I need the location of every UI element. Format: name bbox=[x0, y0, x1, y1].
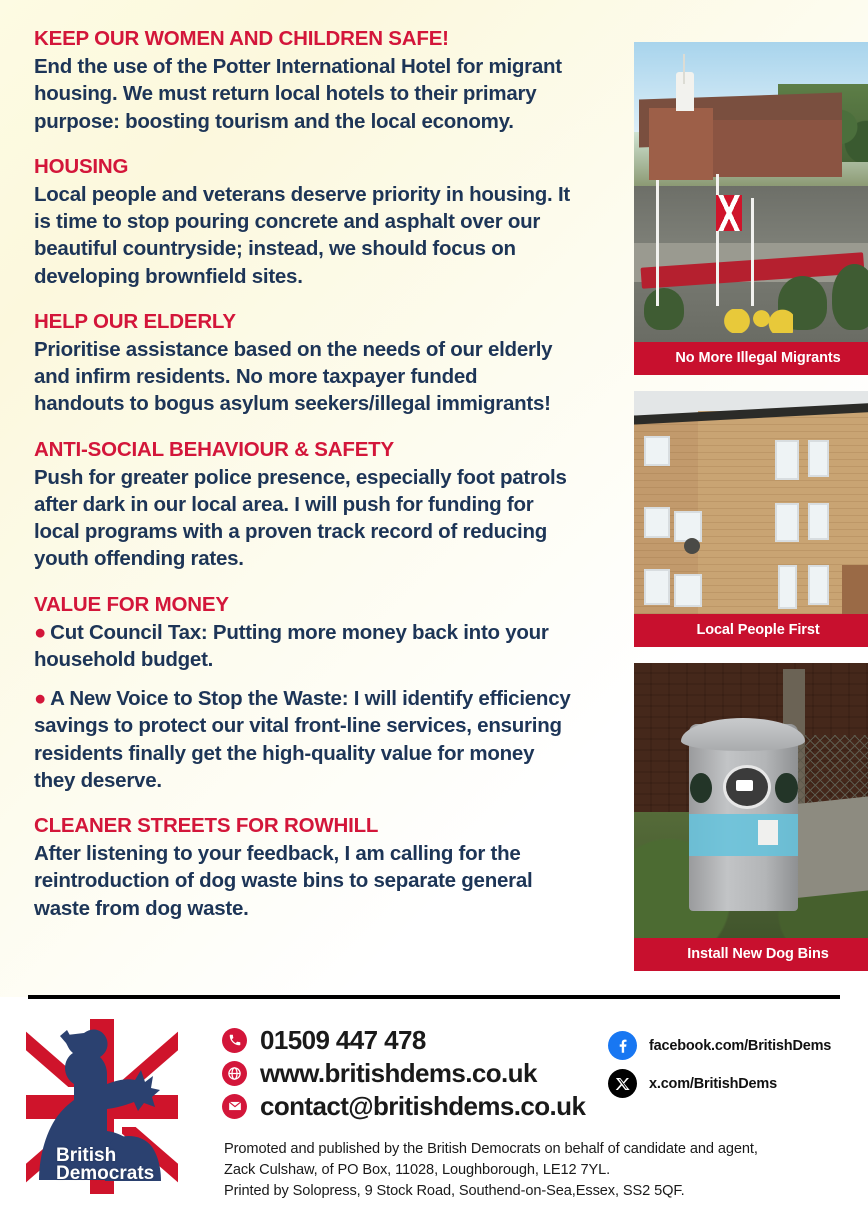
photo-caption: Local People First bbox=[634, 614, 868, 647]
photo-caption: No More Illegal Migrants bbox=[634, 342, 868, 375]
figure-dog-waste-bin bbox=[634, 663, 868, 971]
window bbox=[644, 569, 670, 604]
logo-wordmark bbox=[56, 1144, 176, 1185]
section-heading: ANTI-SOCIAL BEHAVIOUR & SAFETY bbox=[34, 437, 394, 461]
flower-bed bbox=[723, 309, 792, 333]
photo-brick-flats bbox=[634, 391, 868, 614]
section-housing bbox=[34, 154, 572, 290]
window bbox=[644, 507, 670, 538]
flag-pole bbox=[716, 174, 719, 306]
bullet-item bbox=[34, 685, 572, 794]
bullet-marker-icon: ● bbox=[34, 620, 47, 644]
window bbox=[674, 511, 703, 542]
footer-divider bbox=[28, 995, 840, 999]
bullet-text: Cut Council Tax: Putting more money back into your household budget. bbox=[34, 620, 549, 671]
contact-phone[interactable] bbox=[222, 1027, 585, 1053]
section-heading: CLEANER STREETS FOR ROWHILL bbox=[34, 814, 379, 837]
photo-column bbox=[590, 26, 868, 997]
british-democrats-logo bbox=[26, 1019, 178, 1194]
section-keep-our-women-and-children-safe bbox=[34, 26, 572, 135]
globe-icon bbox=[222, 1061, 247, 1086]
imprint-line-3: Printed by Solopress, 9 Stock Road, Southend-on-Sea,Essex, SS2 5QF. bbox=[224, 1183, 685, 1200]
hotel-block-right bbox=[713, 120, 842, 177]
logo-line-1: British bbox=[56, 1144, 117, 1166]
x-handle: x.com/BritishDems bbox=[649, 1075, 777, 1092]
photo-caption: Install New Dog Bins bbox=[634, 938, 868, 971]
window bbox=[808, 440, 829, 477]
window bbox=[808, 503, 829, 540]
bin-label-patch bbox=[758, 820, 778, 845]
phone-icon bbox=[222, 1028, 247, 1053]
section-paragraph: Local people and veterans deserve priority in housing. It is time to stop pouring concrete and asphalt over our beautiful countryside; instead, we should focus on developing brownfield sites. bbox=[34, 182, 570, 288]
adjacent-roof bbox=[842, 565, 868, 614]
social-links bbox=[608, 1031, 831, 1098]
union-jack-flag-icon bbox=[716, 195, 742, 231]
section-paragraph: End the use of the Potter International Hotel for migrant housing. We must return local hotels to their primary purpose: boosting tourism and the local economy. bbox=[34, 55, 562, 133]
bullet-text: A New Voice to Stop the Waste: I will identify efficiency savings to protect our vital front-line services, ensuring residents finally get the high-quality value for money they deserve. bbox=[34, 687, 571, 792]
section-cleaner-streets-for-rowhill bbox=[34, 813, 572, 922]
hotel-spire bbox=[683, 54, 685, 84]
x-twitter-icon bbox=[608, 1069, 637, 1098]
figure-local-flats bbox=[634, 391, 868, 647]
imprint-text bbox=[224, 1139, 854, 1202]
section-heading: HELP OUR ELDERLY bbox=[34, 309, 236, 333]
section-help-our-elderly bbox=[34, 309, 572, 418]
website-url: www.britishdems.co.uk bbox=[260, 1058, 537, 1088]
bin-blue-band bbox=[689, 814, 798, 855]
section-heading: KEEP OUR WOMEN AND CHILDREN SAFE! bbox=[34, 27, 449, 50]
shrub bbox=[644, 288, 684, 330]
social-x-twitter[interactable] bbox=[608, 1069, 831, 1098]
shrub bbox=[832, 264, 868, 330]
phone-number: 01509 447 478 bbox=[260, 1025, 426, 1055]
bin-aperture-right bbox=[775, 773, 797, 803]
logo-line-2: Democrats bbox=[56, 1163, 155, 1185]
email-address: contact@britishdems.co.uk bbox=[260, 1091, 586, 1121]
dog-silhouette-icon bbox=[736, 780, 753, 791]
flag-pole bbox=[751, 198, 754, 306]
section-anti-social-behaviour-and-safety bbox=[34, 437, 572, 573]
section-value-for-money bbox=[34, 592, 572, 795]
bullet-marker-icon: ● bbox=[34, 687, 47, 710]
contact-details bbox=[222, 1027, 585, 1119]
section-heading: HOUSING bbox=[34, 154, 129, 178]
section-paragraph: Push for greater police presence, especially foot patrols after dark in our local area. I will push for funding for local programs with a proven track record of reducing youth offending rates. bbox=[34, 465, 567, 571]
photo-potter-international-hotel bbox=[634, 42, 868, 342]
window bbox=[775, 503, 799, 543]
hotel-block-left bbox=[649, 108, 713, 180]
imprint-line-1: Promoted and published by the British Democrats on behalf of candidate and agent, bbox=[224, 1141, 758, 1157]
envelope-icon bbox=[222, 1094, 247, 1119]
window bbox=[808, 565, 829, 605]
window bbox=[775, 440, 799, 480]
window bbox=[778, 565, 797, 609]
section-paragraph: After listening to your feedback, I am calling for the reintroduction of dog waste bins to separate general waste from dog waste. bbox=[34, 842, 533, 920]
satellite-dish-icon bbox=[684, 538, 700, 554]
flag-pole bbox=[656, 180, 659, 306]
window bbox=[644, 436, 670, 467]
footer bbox=[0, 1005, 868, 1228]
contact-website[interactable] bbox=[222, 1060, 585, 1086]
hotel-tower bbox=[676, 72, 693, 111]
facebook-handle: facebook.com/BritishDems bbox=[649, 1037, 832, 1054]
section-heading: VALUE FOR MONEY bbox=[34, 592, 229, 616]
social-facebook[interactable] bbox=[608, 1031, 831, 1060]
facebook-icon bbox=[608, 1031, 637, 1060]
section-paragraph: Prioritise assistance based on the needs of our elderly and infirm residents. No more taxpayer funded handouts to bogus asylum seekers/illegal immigrants! bbox=[34, 337, 553, 416]
imprint-line-2: Zack Culshaw, of PO Box, 11028, Loughborough, LE12 7YL. bbox=[224, 1162, 611, 1179]
figure-potter-hotel bbox=[634, 42, 868, 375]
policy-text-column bbox=[34, 26, 590, 997]
photo-dog-waste-bin bbox=[634, 663, 868, 938]
contact-email[interactable] bbox=[222, 1093, 585, 1119]
bullet-item bbox=[34, 619, 572, 674]
window bbox=[674, 574, 703, 607]
